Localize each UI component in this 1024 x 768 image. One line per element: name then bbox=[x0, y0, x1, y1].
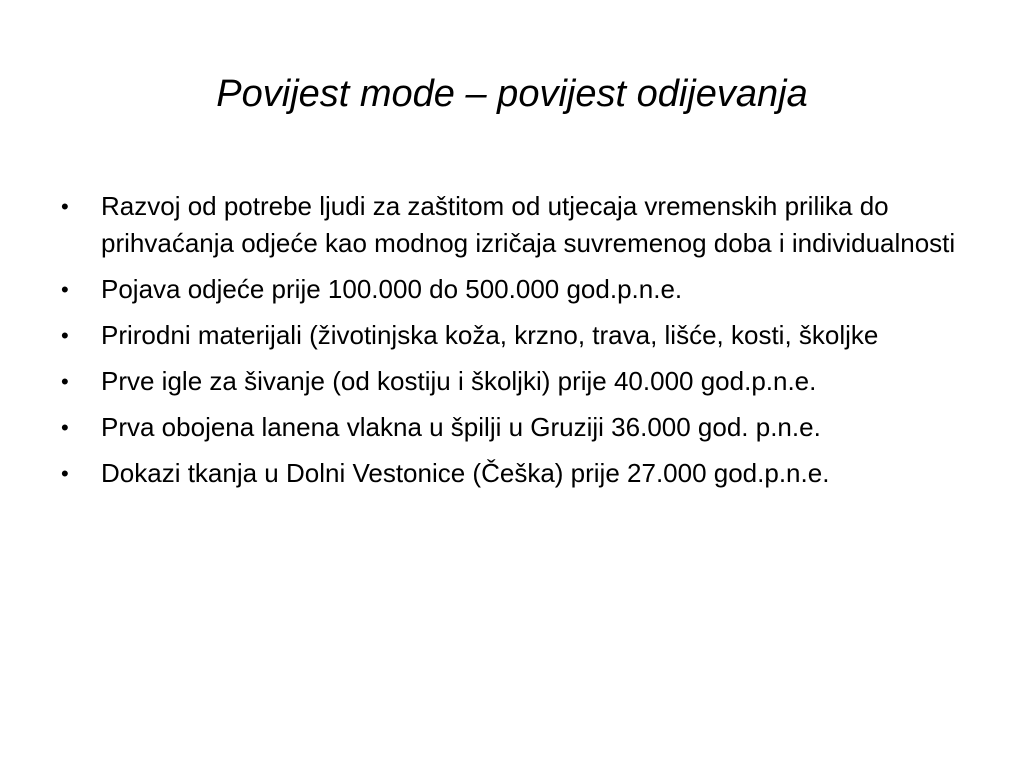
bullet-text: Prve igle za šivanje (od kostiju i školjki) prije 40.000 god.p.n.e. bbox=[101, 366, 817, 396]
slide-title: Povijest mode – povijest odijevanja bbox=[216, 73, 808, 115]
bullet-icon: • bbox=[61, 369, 69, 394]
bullet-text: Prirodni materijali (životinjska koža, krzno, trava, lišće, kosti, školjke bbox=[101, 320, 879, 350]
bullet-icon: • bbox=[61, 323, 69, 348]
bullet-text: Dokazi tkanja u Dolni Vestonice (Češka) prije 27.000 god.p.n.e. bbox=[101, 458, 830, 488]
bullet-icon: • bbox=[61, 194, 69, 219]
bullet-icon: • bbox=[61, 415, 69, 440]
bullet-item bbox=[58, 188, 978, 262]
bullet-text: Razvoj od potrebe ljudi za zaštitom od utjecaja vremenskih prilika do prihvaćanja odjeće kao modnog izričaja suvremenog doba i individualnosti bbox=[101, 191, 956, 258]
bullet-item bbox=[58, 271, 978, 308]
bullet-icon: • bbox=[61, 461, 69, 486]
bullet-item bbox=[58, 455, 978, 492]
bullet-item bbox=[58, 409, 978, 446]
bullet-text: Pojava odjeće prije 100.000 do 500.000 god.p.n.e. bbox=[101, 274, 683, 304]
bullet-item bbox=[58, 317, 978, 354]
bullet-text: Prva obojena lanena vlakna u špilji u Gruziji 36.000 god. p.n.e. bbox=[101, 412, 821, 442]
bullet-icon: • bbox=[61, 277, 69, 302]
bullet-item bbox=[58, 363, 978, 400]
bullet-list bbox=[58, 188, 978, 501]
